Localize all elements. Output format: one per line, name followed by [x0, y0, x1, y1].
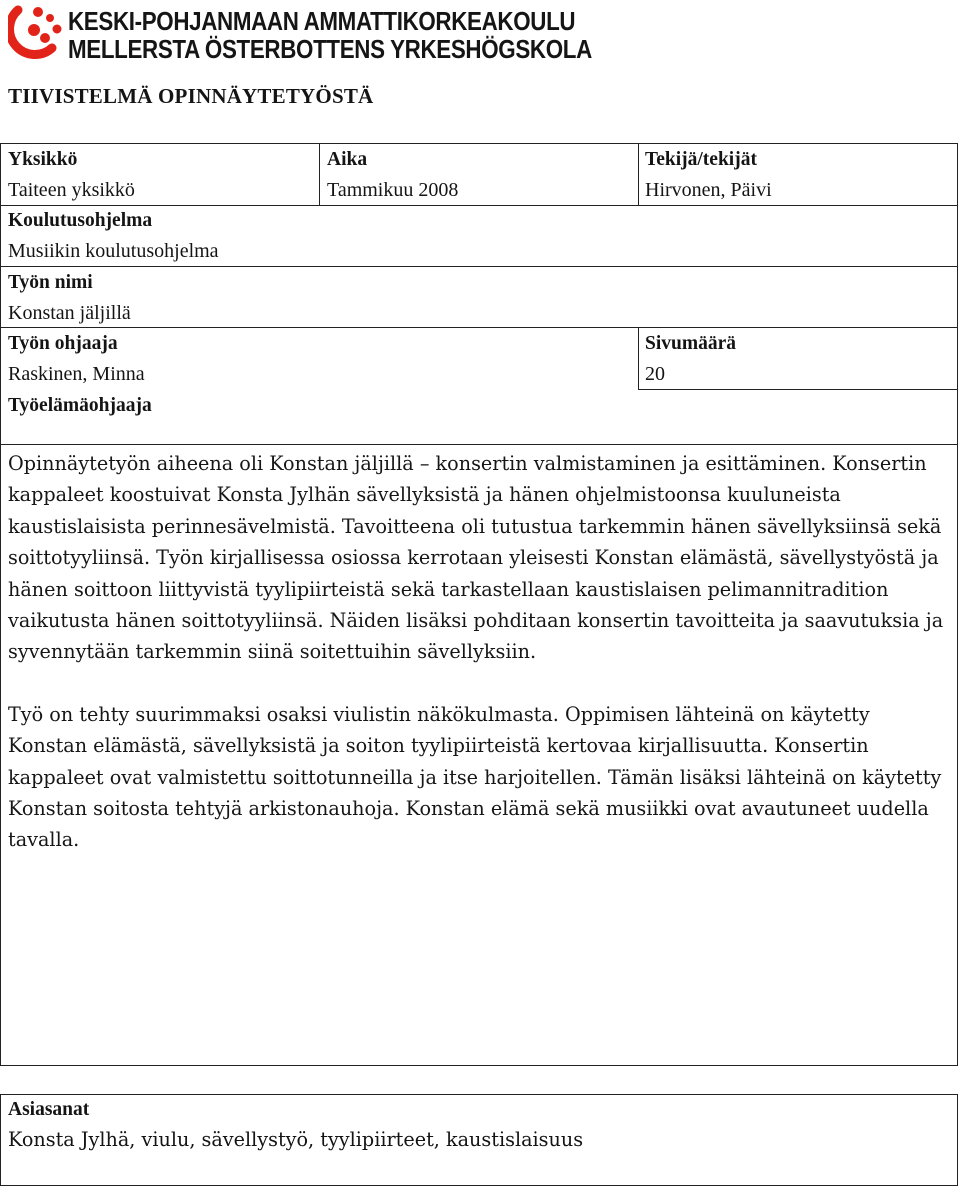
- work-supervisor-label: Työelämäohjaaja: [8, 395, 152, 416]
- school-logo: [8, 4, 592, 64]
- logo-text-line-1: KESKI-POHJANMAAN AMMATTIKORKEAKOULU: [68, 6, 576, 36]
- programme-value: Musiikin koulutusohjelma: [8, 240, 219, 262]
- abstract-paragraph-2: Työ on tehty suurimmaksi osaksi viulistin näkökulmasta. Oppimisen lähteinä on käytetty Konstan elämästä, sävellyksistä ja soiton tyylipiirteistä kertovaa kirjallisuutta. Konsertin kappaleet ovat valmistettu soittotunneilla ja itse harjoitellen. Tämän lisäksi lähteinä on käytetty Konstan soitosta tehtyjä arkistonauhoja. Konstan elämä sekä musiikki ovat avautuneet uudella tavalla.: [8, 702, 942, 852]
- unit-value: Taiteen yksikkö: [8, 179, 135, 201]
- work-supervisor-cell: [8, 390, 152, 421]
- supervisor-cell: [8, 328, 145, 390]
- time-cell: [327, 144, 458, 206]
- divider: [638, 327, 639, 389]
- supervisor-value: Raskinen, Minna: [8, 363, 145, 385]
- author-value: Hirvonen, Päivi: [645, 179, 772, 201]
- keywords-label: Asiasanat: [8, 1099, 90, 1120]
- author-cell: [645, 144, 772, 206]
- divider: [638, 143, 639, 205]
- pages-label: Sivumäärä: [645, 333, 737, 354]
- work-name-cell: [8, 267, 131, 329]
- programme-label: Koulutusohjelma: [8, 210, 153, 231]
- logo-text-line-2: MELLERSTA ÖSTERBOTTENS YRKESHÖGSKOLA: [68, 34, 592, 64]
- school-logo-mark-icon: [8, 4, 64, 62]
- supervisor-label: Työn ohjaaja: [8, 333, 118, 354]
- pages-cell: [645, 328, 736, 390]
- work-name-label: Työn nimi: [8, 272, 93, 293]
- unit-label: Yksikkö: [8, 149, 78, 170]
- keywords-value: Konsta Jylhä, viulu, sävellystyö, tyylipiirteet, kaustislaisuus: [8, 1128, 584, 1151]
- work-name-value: Konstan jäljillä: [8, 302, 131, 324]
- time-label: Aika: [327, 149, 368, 170]
- abstract-text: [8, 448, 948, 856]
- author-label: Tekijä/tekijät: [645, 149, 757, 170]
- time-value: Tammikuu 2008: [327, 179, 459, 201]
- document-title: TIIVISTELMÄ OPINNÄYTETYÖSTÄ: [8, 84, 374, 108]
- programme-cell: [8, 205, 219, 267]
- abstract-paragraph-1: Opinnäytetyön aiheena oli Konstan jäljillä – konsertin valmistaminen ja esittäminen. Konsertin kappaleet koostuivat Konsta Jylhän sävellyksistä ja hänen ohjelmistoonsa kuuluneista kaustislaisista perinnesävelmistä. Tavoitteena oli tutustua tarkemmin hänen sävellyksiinsä sekä soittotyyliinsä. Työn kirjallisessa osiossa kerrotaan yleisesti Konstan elämästä, sävellystyöstä ja hänen soittoon liittyvistä tyylipiirteistä sekä tarkastellaan kaustislaisen pelimannitradition vaikutusta hänen soittotyyliinsä. Näiden lisäksi pohditaan konsertin tavoitteita ja saavutuksia ja syvennytään tarkemmin siinä soitettuihin sävellyksiin.: [8, 452, 944, 664]
- pages-value: 20: [645, 363, 665, 385]
- unit-cell: [8, 144, 135, 206]
- divider: [319, 143, 320, 205]
